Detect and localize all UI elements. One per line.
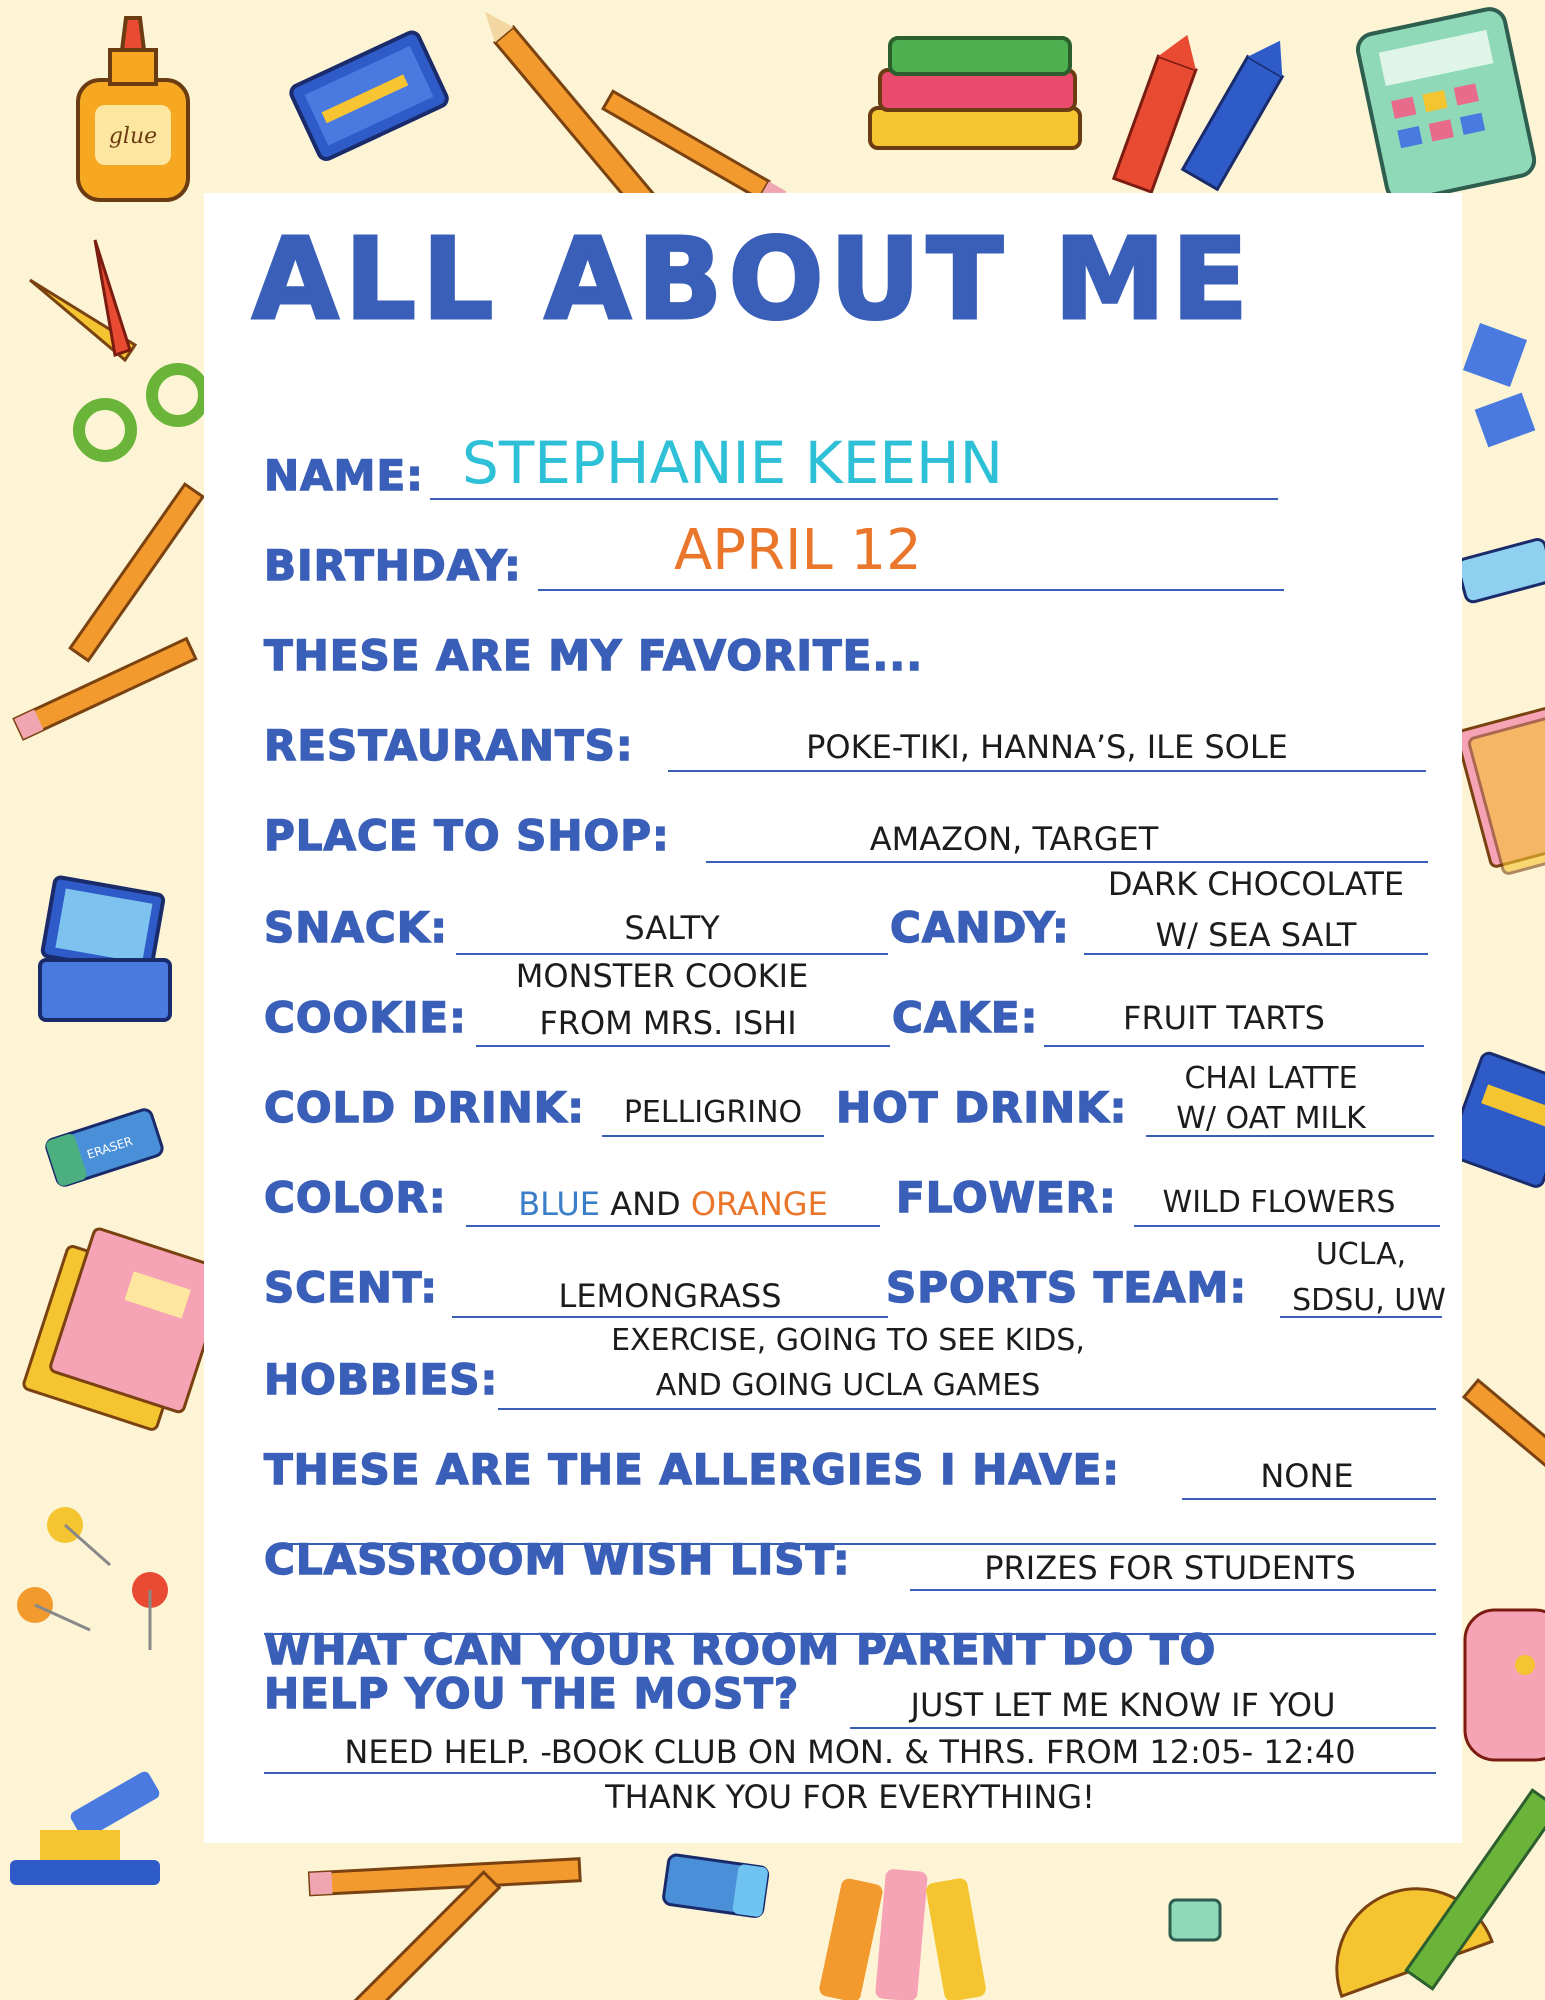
birthday-label: BIRTHDAY:: [264, 541, 522, 590]
calculator-icon: [1355, 6, 1537, 203]
eraser-icon: [663, 1854, 769, 1917]
glue-icon: [78, 18, 188, 200]
hot-drink-value-line1: CHAI LATTE: [1184, 1061, 1358, 1096]
hot-drink-label: HOT DRINK:: [836, 1083, 1128, 1132]
flower-line: [1134, 1225, 1440, 1227]
candy-label: CANDY:: [890, 903, 1070, 952]
room-parent-value-line3: THANK YOU FOR EVERYTHING!: [605, 1778, 1095, 1816]
binder-clip-icon: [1463, 323, 1535, 447]
place-to-shop-value: AMAZON, TARGET: [869, 820, 1159, 858]
about-me-form: [204, 193, 1462, 1843]
push-pin-icon: [17, 1507, 168, 1650]
svg-text:ERASER: ERASER: [85, 1133, 135, 1162]
cold-drink-line: [602, 1135, 824, 1137]
restaurants-line: [668, 770, 1426, 772]
hobbies-label: HOBBIES:: [264, 1355, 499, 1404]
cookie-line: [476, 1045, 890, 1047]
allergies-value: NONE: [1260, 1457, 1354, 1495]
color-value-blue: BLUE: [518, 1185, 601, 1223]
crayon-icon: [1183, 31, 1298, 190]
notebook-icon: [1456, 701, 1545, 877]
cake-line: [1044, 1045, 1424, 1047]
wish-list-line: [910, 1589, 1436, 1591]
page-title: ALL ABOUT ME: [252, 215, 1254, 345]
room-parent-value-line2: NEED HELP. -BOOK CLUB ON MON. & THRS. FROM 12:05- 12:40: [344, 1733, 1356, 1771]
color-value: [466, 1185, 880, 1223]
restaurants-label: RESTAURANTS:: [264, 721, 634, 770]
allergies-line: [1182, 1498, 1436, 1500]
hobbies-line: [498, 1408, 1436, 1410]
laptop-icon: [40, 877, 170, 1020]
pencil-icon: [70, 484, 203, 660]
flower-value: WILD FLOWERS: [1162, 1185, 1396, 1220]
pencil-icon: [14, 639, 195, 739]
birthday-value: APRIL 12: [674, 518, 922, 583]
scent-label: SCENT:: [264, 1263, 439, 1312]
snack-line: [456, 953, 888, 955]
room-parent-value-line1: JUST LET ME KNOW IF YOU: [910, 1686, 1336, 1724]
microscope-icon: [10, 1770, 161, 1885]
candy-value-line2: W/ SEA SALT: [1155, 916, 1357, 954]
name-label: NAME:: [264, 451, 424, 500]
place-to-shop-line: [706, 861, 1428, 863]
scissors-icon: [30, 240, 204, 456]
wish-list-value: PRIZES FOR STUDENTS: [984, 1549, 1356, 1587]
snack-label: SNACK:: [264, 903, 449, 952]
pencil-icon: [309, 1859, 580, 1895]
favorites-heading: THESE ARE MY FAVORITE...: [264, 631, 924, 680]
sharpener-icon: [1170, 1900, 1220, 1940]
pencil-case-icon: [289, 30, 450, 162]
name-value: STEPHANIE KEEHN: [462, 429, 1004, 497]
color-line: [466, 1225, 880, 1227]
eraser-icon: [45, 1108, 164, 1188]
cookie-value-line1: MONSTER COOKIE: [515, 957, 809, 995]
allergies-label: THESE ARE THE ALLERGIES I HAVE:: [264, 1445, 1121, 1494]
color-value-and: AND: [610, 1185, 681, 1223]
svg-text:glue: glue: [108, 124, 158, 149]
scent-line: [452, 1316, 888, 1318]
room-parent-extra-line: [264, 1772, 1436, 1774]
scent-value: LEMONGRASS: [558, 1277, 782, 1315]
restaurants-value: POKE-TIKI, HANNA’S, ILE SOLE: [806, 728, 1288, 766]
notebook-icon: [22, 1221, 228, 1437]
cake-label: CAKE:: [892, 993, 1039, 1042]
name-line: [430, 498, 1278, 500]
hobbies-value-line2: AND GOING UCLA GAMES: [655, 1368, 1041, 1403]
room-parent-line: [850, 1727, 1436, 1729]
place-to-shop-label: PLACE TO SHOP:: [264, 811, 670, 860]
hobbies-value-line1: EXERCISE, GOING TO SEE KIDS,: [611, 1323, 1085, 1358]
color-label: COLOR:: [264, 1173, 447, 1222]
pencil-icon: [1464, 1380, 1545, 1487]
sports-team-value-line1: UCLA,: [1315, 1237, 1407, 1272]
cake-value: FRUIT TARTS: [1123, 999, 1325, 1037]
cookie-label: COOKIE:: [264, 993, 467, 1042]
wish-list-label: CLASSROOM WISH LIST:: [264, 1535, 851, 1584]
hot-drink-value-line2: W/ OAT MILK: [1176, 1101, 1366, 1136]
room-parent-label-line2: HELP YOU THE MOST?: [264, 1669, 800, 1718]
snack-value: SALTY: [624, 909, 720, 947]
candy-value-line1: DARK CHOCOLATE: [1107, 865, 1405, 903]
books-icon: [870, 38, 1080, 148]
color-value-orange: ORANGE: [690, 1185, 828, 1223]
cookie-value-line2: FROM MRS. ISHI: [539, 1004, 797, 1042]
marker-icon: [818, 1869, 987, 2000]
birthday-line: [538, 589, 1284, 591]
cold-drink-label: COLD DRINK:: [264, 1083, 586, 1132]
flower-label: FLOWER:: [896, 1173, 1117, 1222]
cold-drink-value: PELLIGRINO: [623, 1095, 803, 1130]
room-parent-label-line1: WHAT CAN YOUR ROOM PARENT DO TO: [264, 1625, 1217, 1674]
eraser-icon: [1456, 538, 1545, 604]
sports-team-label: SPORTS TEAM:: [886, 1263, 1248, 1312]
pencil-pouch-icon: [1465, 1610, 1545, 1760]
sports-team-value-line2: SDSU, UW: [1292, 1283, 1446, 1318]
